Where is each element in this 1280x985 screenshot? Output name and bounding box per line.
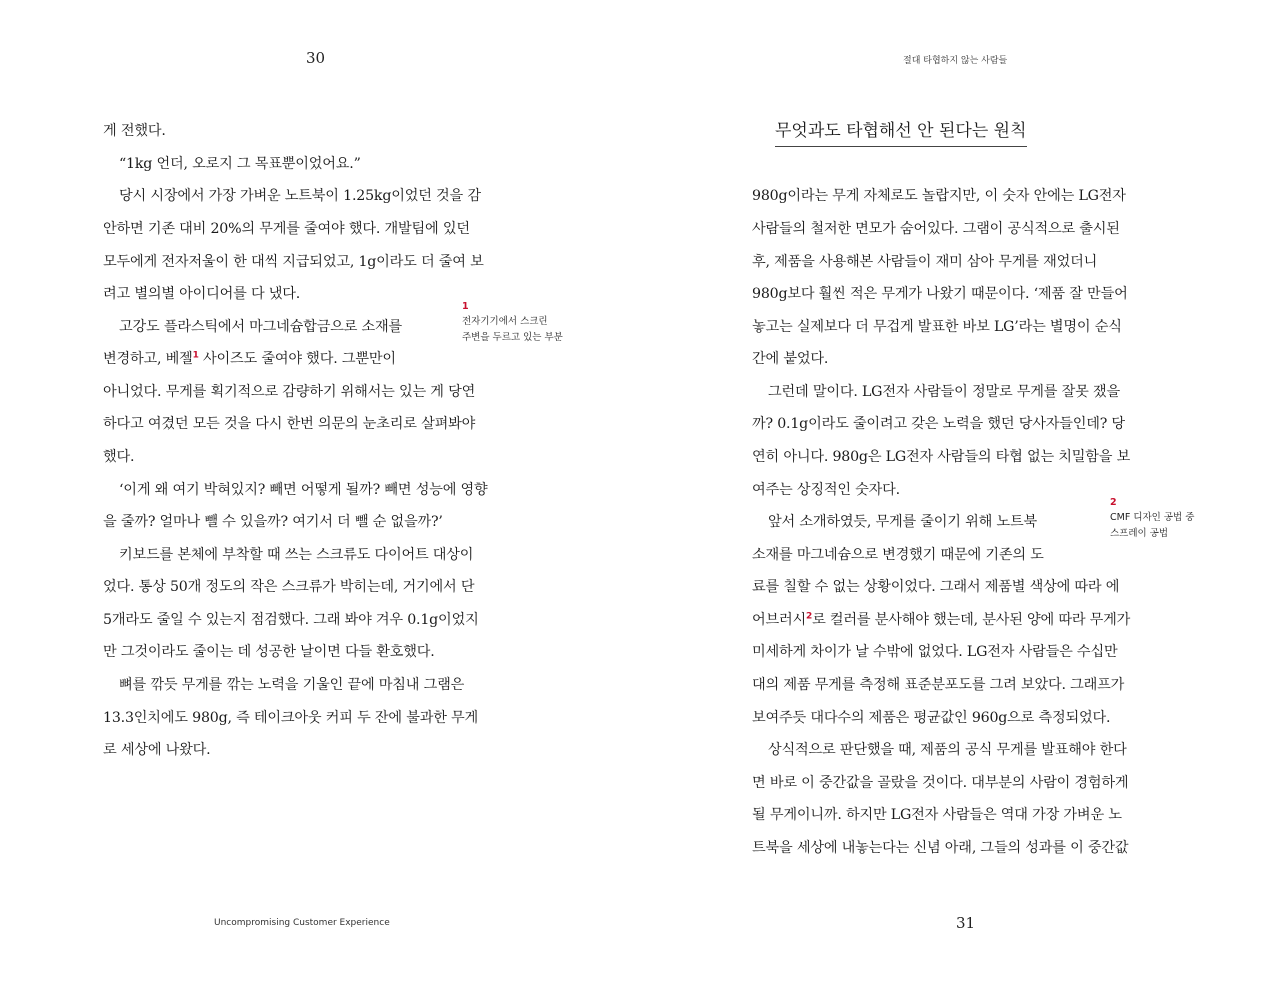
body-line: 게 전했다. [103, 123, 166, 139]
body-line: 여주는 상징적인 숫자다. [752, 482, 900, 498]
body-line: 13.3인치에도 980g, 즉 테이크아웃 커피 두 잔에 불과한 무게 [103, 710, 479, 726]
sidenote-1 [462, 300, 563, 346]
sidenote-text: 전자기기에서 스크린 [462, 316, 548, 327]
body-line: 5개라도 줄일 수 있는지 점검했다. 그래 봐야 겨우 0.1g이었지 [103, 612, 479, 628]
body-line: 그런데 말이다. LG전자 사람들이 정말로 무게를 잘못 쟀을 [768, 384, 1120, 400]
body-line: 트북을 세상에 내놓는다는 신념 아래, 그들의 성과를 이 중간값 [752, 840, 1129, 856]
body-line: 연히 아니다. 980g은 LG전자 사람들의 타협 없는 치밀함을 보 [752, 449, 1131, 465]
body-line: 키보드를 본체에 부착할 때 쓰는 스크류도 다이어트 대상이 [119, 547, 474, 563]
body-line: 당시 시장에서 가장 가벼운 노트북이 1.25kg이었던 것을 감 [119, 188, 481, 204]
body-line: 소재를 마그네슘으로 변경했기 때문에 기존의 도 [752, 547, 1044, 563]
body-line-part: 변경하고, 베젤 [103, 351, 193, 367]
body-line: 놓고는 실제보다 더 무겁게 발표한 바보 LG’라는 별명이 순식 [752, 319, 1122, 335]
body-line: 미세하게 차이가 날 수밖에 없었다. LG전자 사람들은 수십만 [752, 644, 1118, 660]
page-number-right: 31 [956, 914, 976, 932]
body-line: 앞서 소개하였듯, 무게를 줄이기 위해 노트북 [768, 514, 1037, 530]
sidenote-number: 1 [462, 301, 469, 312]
sidenote-text: CMF 디자인 공법 중 [1110, 512, 1195, 523]
body-line: 후, 제품을 사용해본 사람들이 재미 삼아 무게를 재었더니 [752, 254, 1098, 270]
body-line: 모두에게 전자저울이 한 대씩 지급되었고, 1g이라도 더 줄여 보 [103, 254, 484, 270]
body-line: 면 바로 이 중간값을 골랐을 것이다. 대부분의 사람이 경험하게 [752, 775, 1129, 791]
body-line: 980g보다 훨씬 적은 무게가 나왔기 때문이다. ‘제품 잘 만들어 [752, 286, 1128, 302]
body-line: 상식적으로 판단했을 때, 제품의 공식 무게를 발표해야 한다 [768, 742, 1127, 758]
body-line: 고강도 플라스틱에서 마그네슘합금으로 소재를 [119, 319, 403, 335]
body-line-part: 사이즈도 줄여야 했다. 그뿐만이 [198, 351, 396, 367]
body-line: 대의 제품 무게를 측정해 표준분포도를 그려 보았다. 그래프가 [752, 677, 1125, 693]
body-line: 아니었다. 무게를 획기적으로 감량하기 위해서는 있는 게 당연 [103, 384, 476, 400]
body-line: 로 세상에 나왔다. [103, 742, 211, 758]
footer-book-title: Uncompromising Customer Experience [214, 918, 390, 928]
body-line: 뼈를 깎듯 무게를 깎는 노력을 기울인 끝에 마침내 그램은 [119, 677, 465, 693]
body-line: 안하면 기존 대비 20%의 무게를 줄여야 했다. 개발팀에 있던 [103, 221, 470, 237]
body-line: 될 무게이니까. 하지만 LG전자 사람들은 역대 가장 가벼운 노 [752, 807, 1122, 823]
body-line: 었다. 통상 50개 정도의 작은 스크류가 박히는데, 거기에서 단 [103, 579, 475, 595]
sidenote-number: 2 [1110, 497, 1117, 508]
body-line: 했다. [103, 449, 135, 465]
section-title: 무엇과도 타협해선 안 된다는 원칙 [775, 116, 1027, 147]
footnote-marker[interactable]: 1 [192, 350, 199, 361]
body-line: 사람들의 철저한 면모가 숨어있다. 그램이 공식적으로 출시된 [752, 221, 1120, 237]
sidenote-2 [1110, 496, 1194, 542]
body-line: “1kg 언더, 오로지 그 목표뿐이었어요.” [119, 156, 361, 172]
body-line: 보여주듯 대다수의 제품은 평균값인 960g으로 측정되었다. [752, 710, 1111, 726]
sidenote-text: 주변을 두르고 있는 부분 [462, 332, 563, 343]
footnote-marker[interactable]: 2 [806, 611, 813, 622]
body-line: 을 줄까? 얼마나 뺄 수 있을까? 여기서 더 뺄 순 없을까?’ [103, 514, 443, 530]
page-number-left: 30 [306, 49, 326, 67]
body-line: 980g이라는 무게 자체로도 놀랍지만, 이 숫자 안에는 LG전자 [752, 188, 1126, 204]
body-line: 하다고 여겼던 모든 것을 다시 한번 의문의 눈초리로 살펴봐야 [103, 416, 476, 432]
body-line: 간에 붙었다. [752, 351, 829, 367]
body-line-part: 로 컬러를 분사해야 했는데, 분사된 양에 따라 무게가 [812, 612, 1131, 628]
running-header: 절대 타협하지 않는 사람들 [903, 56, 1008, 66]
body-line: 려고 별의별 아이디어를 다 냈다. [103, 286, 301, 302]
body-line: ‘이게 왜 여기 박혀있지? 빼면 어떻게 될까? 빼면 성능에 영향 [119, 482, 488, 498]
body-line-part: 어브러시 [752, 612, 807, 628]
body-line: 까? 0.1g이라도 줄이려고 갖은 노력을 했던 당사자들인데? 당 [752, 416, 1125, 432]
body-line-with-footnote [103, 348, 396, 368]
body-line: 료를 칠할 수 없는 상황이었다. 그래서 제품별 색상에 따라 에 [752, 579, 1120, 595]
body-line: 만 그것이라도 줄이는 데 성공한 날이면 다들 환호했다. [103, 644, 435, 660]
body-line-with-footnote [752, 609, 1130, 629]
sidenote-text: 스프레이 공법 [1110, 528, 1169, 539]
